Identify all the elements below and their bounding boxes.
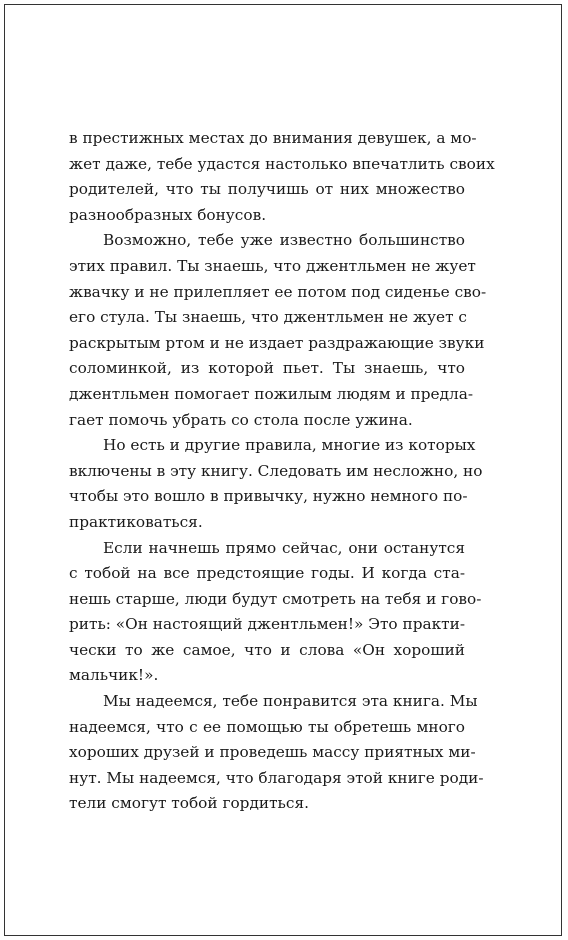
text-line: чески то же самое, что и слова «Он хороший: [69, 640, 465, 659]
text-line: соломинкой, из которой пьет. Ты знаешь, что: [69, 359, 465, 378]
text-line: Но есть и другие правила, многие из которых: [103, 436, 476, 455]
paragraph: [69, 433, 483, 535]
text-line: этих правил. Ты знаешь, что джентльмен не жует: [69, 256, 476, 275]
text-line: с тобой на все предстоящие годы. И когда ста-: [69, 564, 465, 583]
body-text: [69, 126, 495, 817]
text-line: джентльмен помогает пожилым людям и предла-: [69, 384, 473, 403]
text-line: в престижных местах до внимания девушек, а мо-: [69, 129, 477, 147]
paragraph: [69, 126, 495, 228]
text-line: практиковаться.: [69, 512, 203, 531]
text-line: разнообразных бонусов.: [69, 205, 267, 224]
paragraph: [69, 228, 487, 433]
text-line: рить: «Он настоящий джентльмен!» Это практи-: [69, 615, 465, 634]
text-line: надеемся, что с ее помощью ты обретешь много: [69, 717, 465, 736]
paragraph: [69, 689, 484, 817]
text-line: нут. Мы надеемся, что благодаря этой книге роди-: [69, 768, 484, 787]
text-line: тели смогут тобой гордиться.: [69, 794, 309, 813]
book-page: [4, 4, 562, 936]
text-line: чтобы это вошло в привычку, нужно немного по-: [69, 487, 468, 506]
text-line: Возможно, тебе уже известно большинство: [103, 231, 465, 250]
text-line: жет даже, тебе удастся настолько впечатлить своих: [69, 154, 495, 173]
text-line: Мы надеемся, тебе понравится эта книга. Мы: [103, 692, 478, 711]
text-line: нешь старше, люди будут смотреть на тебя и гово-: [69, 589, 482, 608]
text-line: жвачку и не прилепляет ее потом под сиденье сво-: [69, 282, 487, 301]
text-line: гает помочь убрать со стола после ужина.: [69, 410, 413, 429]
text-line: включены в эту книгу. Следовать им несложно, но: [69, 461, 483, 480]
text-line: Если начнешь прямо сейчас, они останутся: [103, 538, 465, 557]
paragraph: [69, 536, 482, 690]
text-line: родителей, что ты получишь от них множество: [69, 180, 465, 199]
text-line: хороших друзей и проведешь массу приятных ми-: [69, 743, 476, 762]
text-line: его стула. Ты знаешь, что джентльмен не жует с: [69, 308, 467, 327]
text-line: мальчик!».: [69, 666, 159, 685]
text-line: раскрытым ртом и не издает раздражающие звуки: [69, 333, 485, 352]
